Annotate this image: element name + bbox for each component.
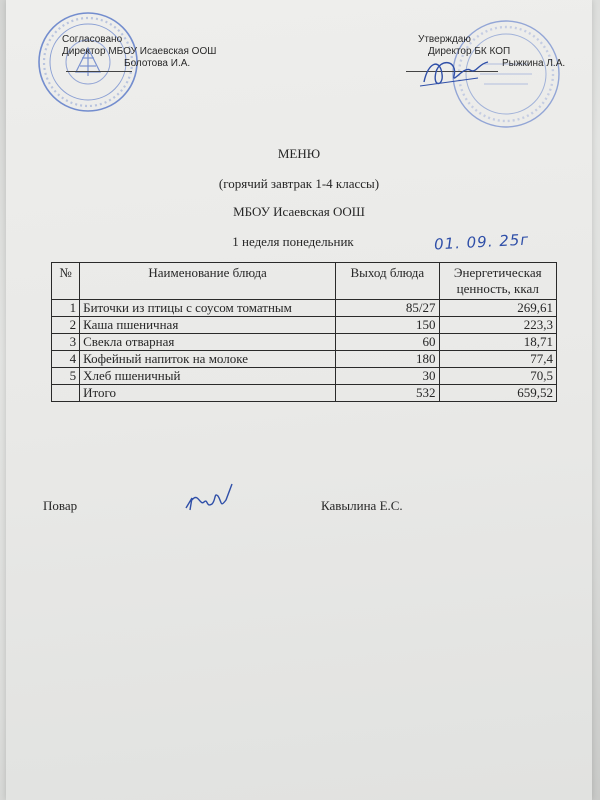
school-name: МБОУ Исаевская ООШ bbox=[233, 204, 365, 219]
approval-label: Согласовано bbox=[62, 34, 123, 45]
week-day: 1 неделя понедельник bbox=[232, 234, 354, 249]
dish-energy: 70,5 bbox=[439, 368, 556, 385]
table-row bbox=[52, 317, 557, 334]
header-left bbox=[62, 34, 216, 70]
dish-output: 60 bbox=[336, 334, 439, 351]
total-energy: 659,52 bbox=[439, 385, 556, 402]
dish-name: Биточки из птицы с соусом томатным bbox=[80, 300, 336, 317]
cook-label: Повар bbox=[43, 498, 78, 513]
menu-title: МЕНЮ bbox=[277, 146, 321, 161]
document-page bbox=[6, 0, 592, 800]
dish-name: Свекла отварная bbox=[80, 334, 336, 351]
col-energy-line1: Энергетическая bbox=[453, 265, 542, 280]
dish-output: 85/27 bbox=[336, 300, 439, 317]
col-output: Выход блюда bbox=[336, 263, 439, 300]
total-label: Итого bbox=[80, 385, 336, 402]
col-energy bbox=[439, 263, 556, 300]
cook-name: Кавылина Е.С. bbox=[321, 498, 403, 513]
total-output: 532 bbox=[336, 385, 439, 402]
dish-output: 180 bbox=[336, 351, 439, 368]
row-num: 1 bbox=[52, 300, 80, 317]
dish-name: Хлеб пшеничный bbox=[80, 368, 336, 385]
menu-table bbox=[51, 262, 557, 402]
director-name-right: Рыжкина Л.А. bbox=[502, 58, 566, 69]
dish-energy: 18,71 bbox=[439, 334, 556, 351]
total-num-cell bbox=[52, 385, 80, 402]
total-row bbox=[52, 385, 557, 402]
signature-line-left bbox=[66, 71, 132, 72]
col-energy-line2: ценность, ккал bbox=[456, 281, 539, 296]
row-num: 3 bbox=[52, 334, 80, 351]
row-num: 5 bbox=[52, 368, 80, 385]
director-signature bbox=[418, 52, 498, 92]
menu-subtitle: (горячий завтрак 1-4 классы) bbox=[218, 176, 380, 191]
cook-signature bbox=[182, 478, 242, 518]
dish-output: 150 bbox=[336, 317, 439, 334]
table-row bbox=[52, 300, 557, 317]
col-num: № bbox=[52, 263, 80, 300]
table-header-row bbox=[52, 263, 557, 300]
approve-label: Утверждаю bbox=[418, 34, 471, 45]
dish-energy: 77,4 bbox=[439, 351, 556, 368]
dish-name: Кофейный напиток на молоке bbox=[80, 351, 336, 368]
col-name: Наименование блюда bbox=[80, 263, 336, 300]
director-name: Болотова И.А. bbox=[124, 58, 191, 69]
row-num: 4 bbox=[52, 351, 80, 368]
table-row bbox=[52, 351, 557, 368]
row-num: 2 bbox=[52, 317, 80, 334]
table-row bbox=[52, 368, 557, 385]
table-row bbox=[52, 334, 557, 351]
handwritten-date: 01. 09. 25г bbox=[433, 230, 530, 254]
director-title-right: Директор БК КОП bbox=[428, 46, 511, 57]
dish-energy: 223,3 bbox=[439, 317, 556, 334]
dish-output: 30 bbox=[336, 368, 439, 385]
dish-name: Каша пшеничная bbox=[80, 317, 336, 334]
director-title: Директор МБОУ Исаевская ООШ bbox=[62, 46, 217, 57]
dish-energy: 269,61 bbox=[439, 300, 556, 317]
